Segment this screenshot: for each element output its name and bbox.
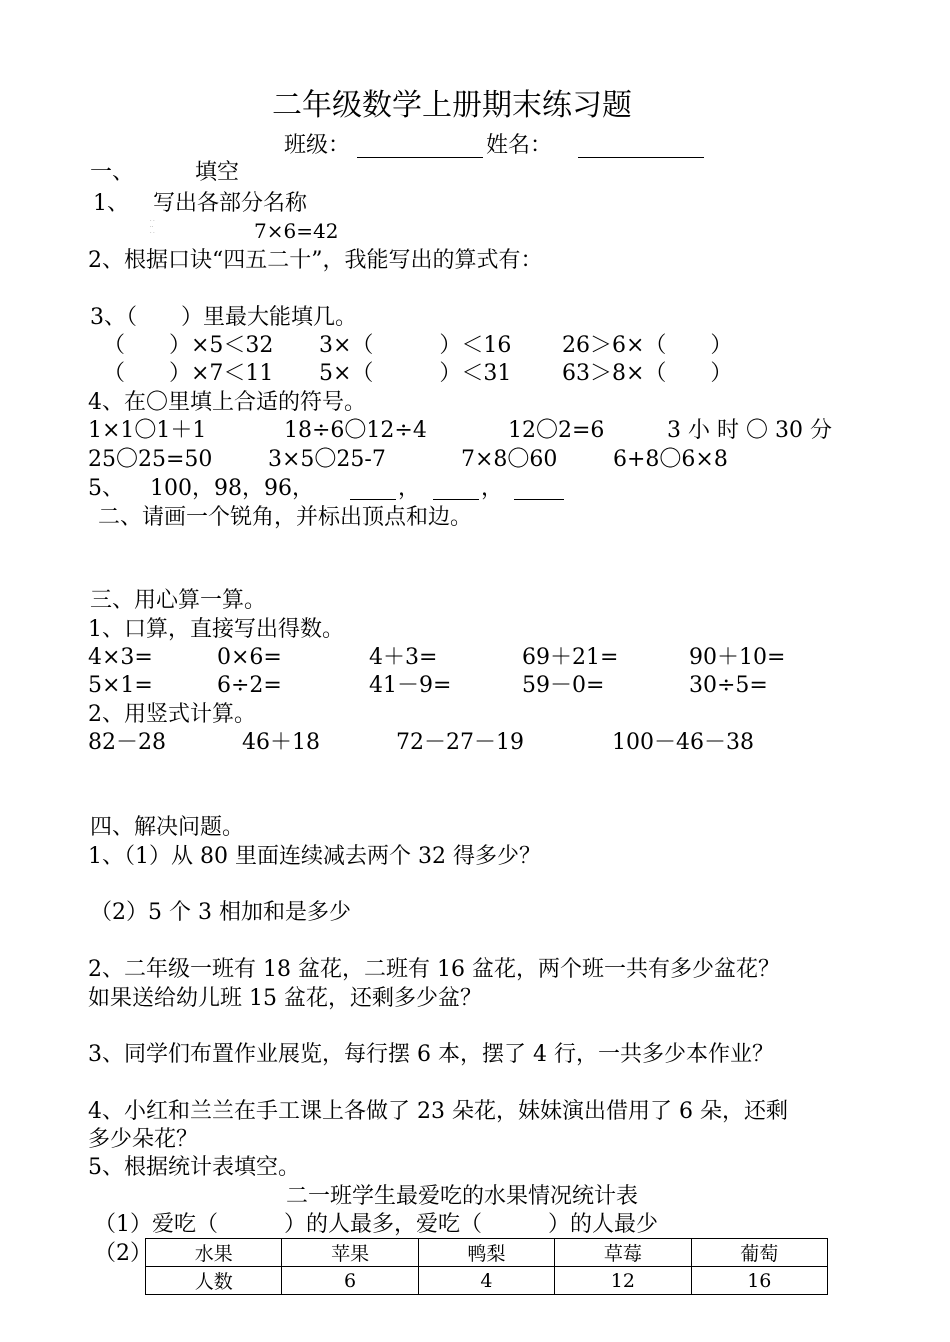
vertical-item: 72－27－19 [396,730,524,755]
table-cell: 4 [418,1267,554,1295]
q3-item: （ ）×7＜11 [103,361,274,386]
q4-item: 18÷6〇12÷4 [284,418,427,443]
s4-q4-line2: 多少朵花？ [88,1127,199,1152]
oral-item: 59－0= [522,673,605,698]
s4-q2-line2: 如果送给幼儿班 15 盆花，还剩多少盆？ [88,986,482,1011]
section-1-heading: 填空 [195,160,240,185]
q2-text: 2、根据口诀“四五二十”，我能写出的算式有： [88,248,543,273]
page-title: 二年级数学上册期末练习题 [272,88,632,123]
s4-q2-line1: 2、二年级一班有 18 盆花，二班有 16 盆花，两个班一共有多少盆花？ [88,957,780,982]
section-2-heading: 二、请画一个锐角，并标出顶点和边。 [98,505,473,530]
table-row [146,1267,828,1295]
oral-item: 4＋3= [369,645,438,670]
tiny-mark: · · ·· · · [150,218,155,236]
s4-q5-2: （2） [94,1241,152,1266]
table-cell: 12 [555,1267,691,1295]
q4-item: 25〇25=50 [88,447,213,472]
q5-comma: ， [481,476,504,501]
oral-item: 90＋10= [689,645,786,670]
q5-blank[interactable] [433,476,479,500]
q3-text: 3、（ ）里最大能填几。 [90,305,357,330]
q3-item: 26＞6×（ ） [562,333,733,358]
s3-q2-text: 2、用竖式计算。 [88,702,256,727]
q3-item: （ ）×5＜32 [103,333,274,358]
oral-item: 41－9= [369,673,452,698]
s4-q4-line1: 4、小红和兰兰在手工课上各做了 23 朵花，妹妹演出借用了 6 朵，还剩 [88,1099,788,1124]
oral-item: 5×1= [88,673,153,698]
s4-q5: 5、根据统计表填空。 [88,1155,300,1180]
q4-item: 7×8〇60 [461,447,558,472]
table-title: 二一班学生最爱吃的水果情况统计表 [286,1184,639,1209]
q5-number: 5、 [88,476,124,501]
s3-q1-text: 1、口算，直接写出得数。 [88,617,344,642]
oral-item: 69＋21= [522,645,619,670]
q3-item: 5×（ ）＜31 [319,361,512,386]
name-label: 姓名： [486,133,553,158]
class-blank[interactable] [357,133,483,158]
section-4-heading: 四、解决问题。 [90,815,245,840]
table-row-label: 人数 [146,1267,282,1295]
table-cell: 16 [691,1267,827,1295]
q5-blank[interactable] [350,476,396,500]
s4-q5-1: （1）爱吃（ ）的人最多，爱吃（ ）的人最少 [94,1212,658,1237]
q4-text: 4、在〇里填上合适的符号。 [88,390,366,415]
s4-q1a: 1、（1）从 80 里面连续减去两个 32 得多少？ [88,844,541,869]
table-header-cell: 水果 [146,1239,282,1267]
section-3-heading: 三、用心算一算。 [90,588,267,613]
class-label: 班级： [284,133,351,158]
table-cell: 6 [282,1267,418,1295]
table-header-cell: 葡萄 [691,1239,827,1267]
table-row [146,1239,828,1267]
oral-item: 4×3= [88,645,153,670]
vertical-item: 100－46－38 [612,730,754,755]
table-header-cell: 草莓 [555,1239,691,1267]
q3-item: 63＞8×（ ） [562,361,733,386]
table-header-cell: 鸭梨 [418,1239,554,1267]
q3-item: 3×（ ）＜16 [319,333,512,358]
q4-item: 3×5〇25-7 [268,447,386,472]
q5-blank[interactable] [514,476,564,500]
q4-item: 6+8〇6×8 [613,447,728,472]
q1-number: 1、 [93,191,129,216]
q5-comma: ， [398,476,421,501]
oral-item: 30÷5= [689,673,768,698]
q4-item: 12〇2=6 [508,418,605,443]
q1-text: 写出各部分名称 [153,191,308,216]
table-header-cell: 苹果 [282,1239,418,1267]
fruit-table [145,1238,828,1295]
section-1-number: 一、 [90,160,135,185]
q4-item: 3 小 时 〇 30 分 [667,418,832,443]
vertical-item: 82－28 [88,730,166,755]
s4-q1b: （2）5 个 3 相加和是多少 [90,900,351,925]
oral-item: 0×6= [217,645,282,670]
vertical-item: 46＋18 [242,730,320,755]
q4-item: 1×1〇1＋1 [88,418,207,443]
q5-sequence: 100，98，96， [150,476,314,501]
oral-item: 6÷2= [217,673,282,698]
name-blank[interactable] [578,133,704,158]
s4-q3: 3、同学们布置作业展览，每行摆 6 本，摆了 4 行，一共多少本作业？ [88,1042,774,1067]
q1-equation: 7×6=42 [254,219,339,243]
